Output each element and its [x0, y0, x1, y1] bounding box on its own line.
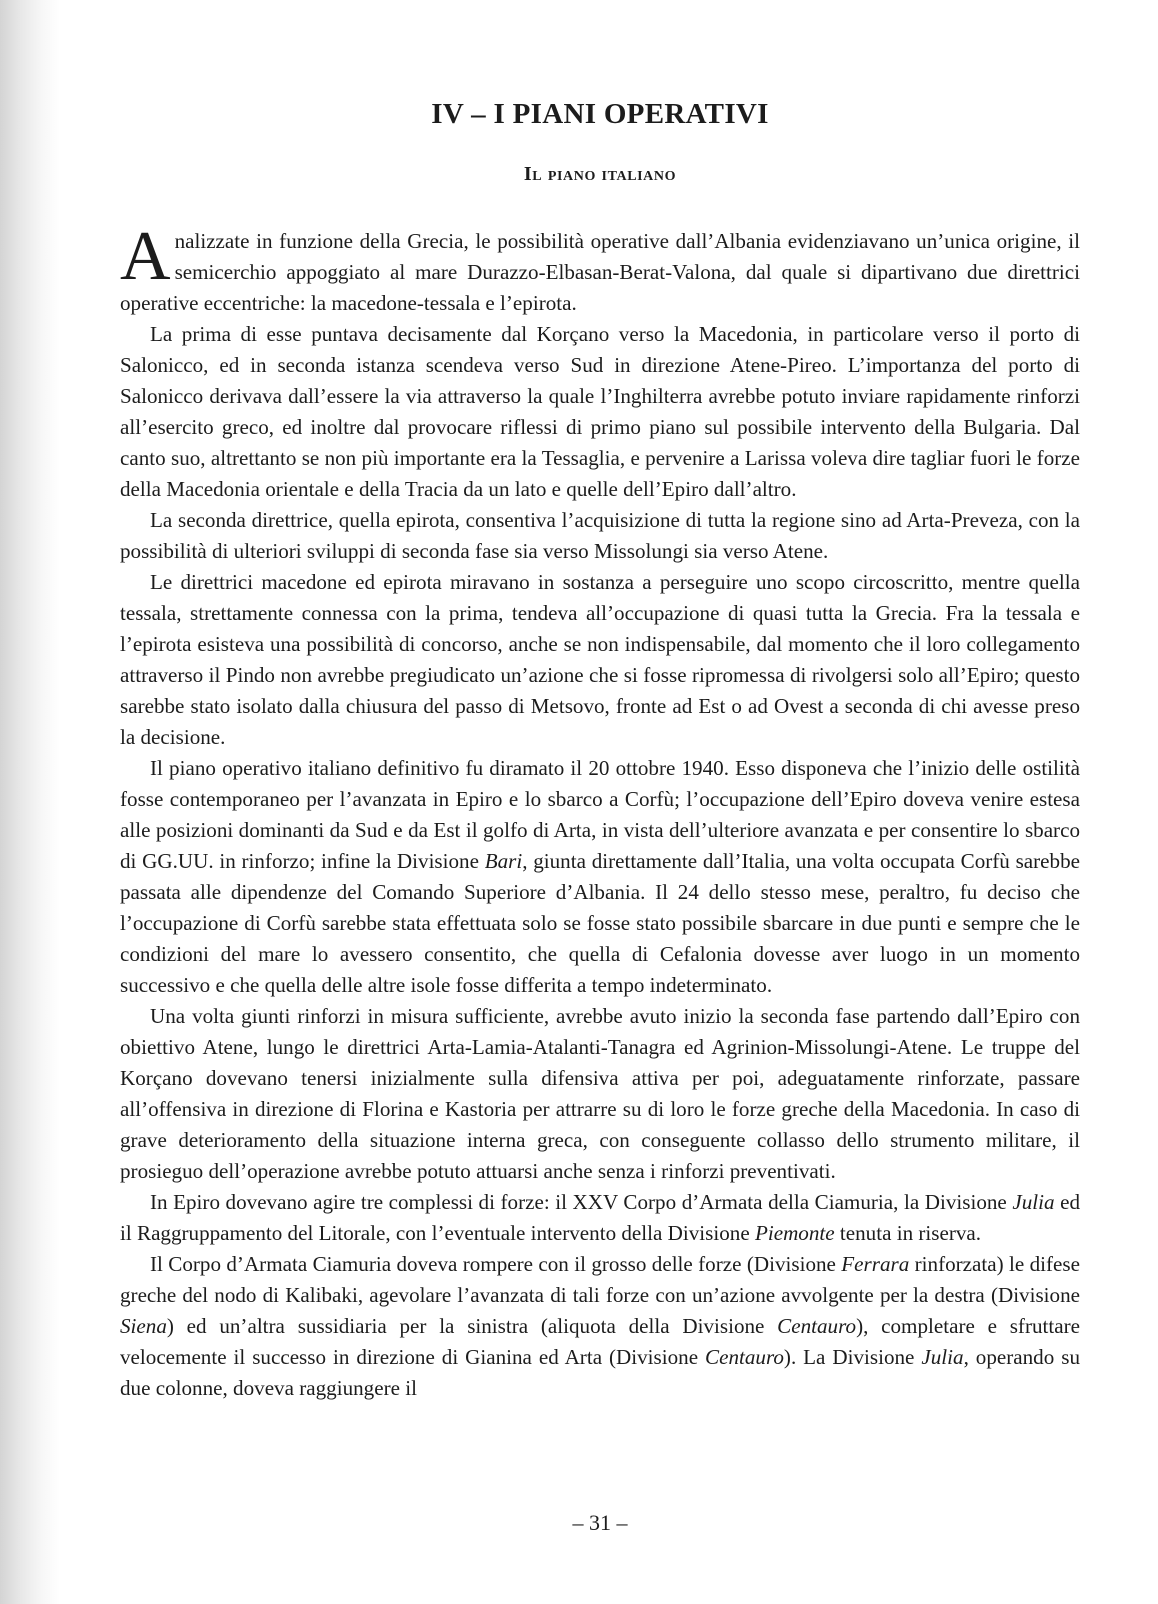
text-run: Il Corpo d’Armata Ciamuria doveva rompere con il grosso delle forze (Divisione	[150, 1252, 842, 1276]
italic-text: Bari	[484, 849, 523, 873]
paragraph	[120, 753, 1080, 1001]
text-run: , giunta direttamente dall’Italia, una volta occupata Corfù sarebbe passata alle dipendenze del Comando Superiore d’Albania. Il 24 dello stesso mese, peraltro, fu deciso che l’occupazione di Corfù sarebbe stata effettuata solo se fosse stato possibile sbarcare in due punti e sempre che le condizioni del mare lo avessero consentito, che quella di Cefalonia dovesse aver luogo in un momento successivo e che quella delle altre isole fosse differita a tempo indeterminato.	[120, 849, 1080, 997]
italic-text: Julia	[921, 1345, 964, 1369]
italic-text: Julia	[1012, 1190, 1055, 1214]
chapter-title: IV – I PIANI OPERATIVI	[431, 98, 769, 130]
italic-text: Centauro	[705, 1345, 784, 1369]
text-run: ), completare e sfruttare velocemente il successo in direzione di Gianina ed Arta (Divisione	[120, 1314, 1081, 1369]
text-run: In Epiro dovevano agire tre complessi di forze: il XXV Corpo d’Armata della Ciamuria, la Divisione	[150, 1190, 1013, 1214]
paragraph	[120, 319, 1080, 505]
paragraph	[120, 1001, 1080, 1187]
paragraph	[120, 218, 1080, 319]
paragraph	[120, 505, 1080, 567]
text-run: Una volta giunti rinforzi in misura sufficiente, avrebbe avuto inizio la seconda fase partendo dall’Epiro con obiettivo Atene, lungo le direttrici Arta-Lamia-Atalanti-Tanagra ed Agrinion-Missolungi-Atene. Le truppe del Korçano dovevano tenersi inizialmente sulla difensiva attiva per poi, adeguatamente rinforzate, passare all’offensiva in direzione di Florina e Kastoria per attrarre su di loro le forze greche della Macedonia. In caso di grave deterioramento della situazione interna greca, con conseguente collasso dello strumento militare, il prosieguo dell’operazione avrebbe potuto attuarsi anche senza i rinforzi preventivati.	[120, 1004, 1080, 1183]
text-run: nalizzate in funzione della Grecia, le possibilità operative dall’Albania evidenziavano un’unica origine, il semicerchio appoggiato al mare Durazzo-Elbasan-Berat-Valona, dal quale si dipartivano due direttrici operative eccentriche: la macedone-tessala e l’epirota.	[120, 229, 1080, 315]
text-run: Il piano operativo italiano definitivo fu diramato il 20 ottobre 1940. Esso disponeva che l’inizio delle ostilità fosse contemporaneo per l’avanzata in Epiro e lo sbarco a Corfù; l’occupazione dell’Epiro doveva venire estesa alle posizioni dominanti da Sud e da Est il golfo di Arta, in vista dell’ulteriore avanzata e per consentire lo sbarco di GG.UU. in rinforzo; infine la Divisione	[120, 756, 1080, 873]
paragraph	[120, 1187, 1080, 1249]
italic-text: Centauro	[777, 1314, 857, 1338]
page-content	[120, 0, 1080, 1604]
italic-text: Ferrara	[841, 1252, 910, 1276]
body-text	[120, 218, 1081, 1404]
page-number: – 31 –	[572, 1510, 628, 1535]
page-binding-shadow	[0, 0, 60, 1604]
section-title: Il piano italiano	[523, 163, 677, 185]
italic-text: Piemonte	[754, 1221, 835, 1245]
paragraph	[120, 567, 1080, 753]
text-run: , operando su due colonne, doveva raggiungere il	[120, 1345, 1080, 1400]
text-run: ) ed un’altra sussidiaria per la sinistra (aliquota della Divisione	[166, 1314, 778, 1338]
italic-text: Siena	[120, 1314, 167, 1338]
text-run: ed il Raggruppamento del Litorale, con l’eventuale intervento della Divisione	[120, 1190, 1080, 1245]
text-run: rinforzata) le difese greche del nodo di Kalibaki, agevolare l’avanzata di tali forze con un’azione avvolgente per la destra (Divisione	[120, 1252, 1080, 1307]
text-run: Le direttrici macedone ed epirota miravano in sostanza a perseguire uno scopo circoscritto, mentre quella tessala, strettamente connessa con la prima, tendeva all’occupazione di quasi tutta la Grecia. Fra la tessala e l’epirota esisteva una possibilità di concorso, anche se non indispensabile, dal momento che il loro collegamento attraverso il Pindo non avrebbe pregiudicato un’azione che si fosse ripromessa di rivolgersi solo all’Epiro; questo sarebbe stato isolato dalla chiusura del passo di Metsovo, fronte ad Est o ad Ovest a seconda di chi avesse preso la decisione.	[120, 570, 1080, 749]
text-run: ). La Divisione	[783, 1345, 922, 1369]
text-run: tenuta in riserva.	[834, 1221, 982, 1245]
paragraph	[120, 1249, 1080, 1404]
text-run: La prima di esse puntava decisamente dal Korçano verso la Macedonia, in particolare verso il porto di Salonicco, ed in seconda istanza scendeva verso Sud in direzione Atene-Pireo. L’importanza del porto di Salonicco derivava dall’essere la via attraverso la quale l’Inghilterra avrebbe potuto inviare rapidamente rinforzi all’esercito greco, ed inoltre dal provocare riflessi di primo piano sul possibile intervento della Bulgaria. Dal canto suo, altrettanto se non più importante era la Tessaglia, e pervenire a Larissa voleva dire tagliar fuori le forze della Macedonia orientale e della Tracia da un lato e quelle dell’Epiro dall’altro.	[120, 322, 1080, 501]
drop-cap: A	[120, 218, 171, 295]
text-run: La seconda direttrice, quella epirota, consentiva l’acquisizione di tutta la regione sino ad Arta-Preveza, con la possibilità di ulteriori sviluppi di seconda fase sia verso Missolungi sia verso Atene.	[120, 508, 1080, 563]
